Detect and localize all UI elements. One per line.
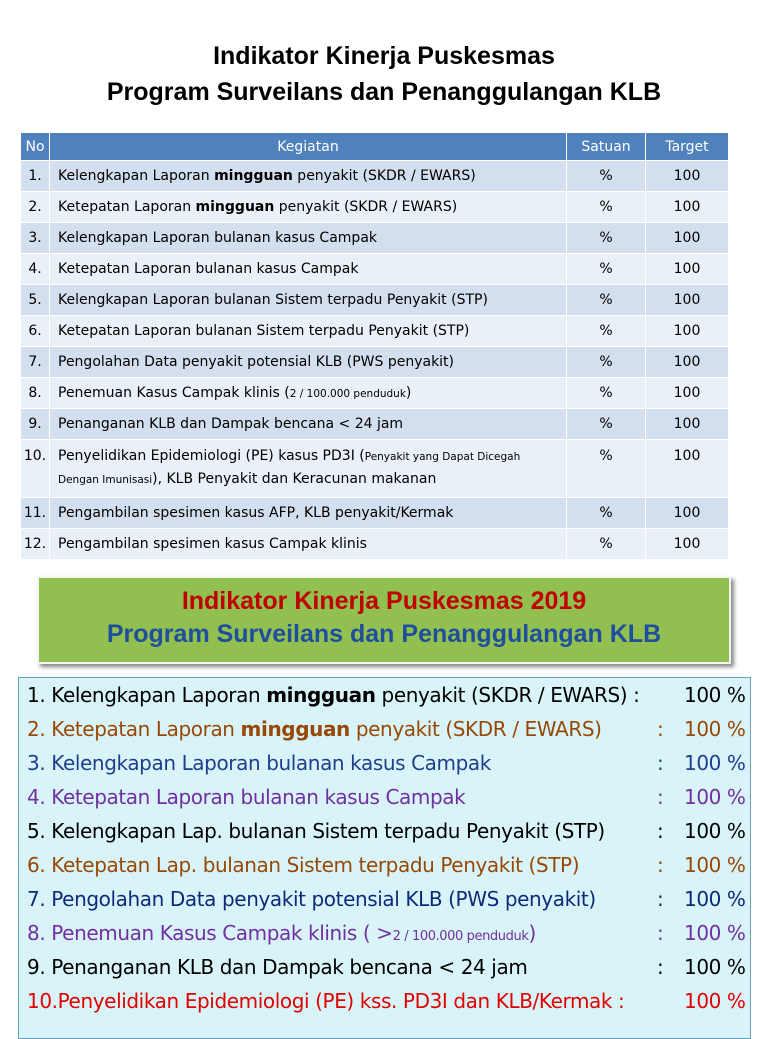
row-target: 100: [646, 409, 729, 440]
row-satuan: %: [567, 440, 646, 498]
row-kegiatan: [50, 378, 567, 409]
row-satuan: %: [567, 409, 646, 440]
row-satuan: %: [567, 254, 646, 285]
banner-line-2: Program Surveilans dan Penanggulangan KLB: [106, 620, 662, 648]
row-kegiatan: [50, 529, 567, 560]
list-item-bold: mingguan: [266, 683, 376, 707]
list-item: [27, 986, 746, 1016]
list-item-small: 2 / 100.000 penduduk: [392, 929, 529, 944]
banner-line-1: Indikator Kinerja Puskesmas 2019: [181, 587, 587, 615]
list-item: [27, 816, 746, 846]
list-item: [27, 884, 746, 914]
row-satuan: %: [567, 378, 646, 409]
table-row: [21, 254, 729, 285]
row-kegiatan: [50, 161, 567, 192]
row-kegiatan: [50, 254, 567, 285]
table-row: [21, 347, 729, 378]
list-item-colon: :: [657, 955, 664, 979]
list-item-percent: 100 %: [684, 921, 746, 945]
list-item-text-end: penyakit (SKDR / EWARS) :: [375, 683, 640, 707]
row-target: 100: [646, 529, 729, 560]
kegiatan-text: Pengambilan spesimen kasus Campak klinis: [58, 536, 367, 552]
row-target: 100: [646, 378, 729, 409]
row-kegiatan: [50, 316, 567, 347]
kegiatan-small: 2 / 100.000 penduduk: [289, 388, 406, 400]
table-row: [21, 161, 729, 192]
list-item-text-end: penyakit (SKDR / EWARS): [349, 717, 602, 741]
row-satuan: %: [567, 161, 646, 192]
list-item-colon: :: [657, 751, 664, 775]
list-item-colon: :: [657, 819, 664, 843]
row-number: 3.: [21, 223, 50, 254]
list-item: [27, 782, 746, 812]
list-item-text: 6. Ketepatan Lap. bulanan Sistem terpadu Penyakit (STP): [27, 853, 580, 877]
table-row: [21, 316, 729, 347]
table-row: [21, 223, 729, 254]
row-number: 10.: [21, 440, 50, 498]
kegiatan-text-end: ), KLB Penyakit dan Keracunan makanan: [152, 471, 437, 487]
row-target: 100: [646, 161, 729, 192]
row-number: 4.: [21, 254, 50, 285]
list-item-text: 5. Kelengkapan Lap. bulanan Sistem terpadu Penyakit (STP): [27, 819, 605, 843]
list-item-colon: :: [657, 785, 664, 809]
list-item-colon: :: [657, 921, 664, 945]
list-item-text: 1. Kelengkapan Laporan: [27, 683, 267, 707]
title-line-1: Indikator Kinerja Puskesmas: [213, 42, 555, 70]
row-kegiatan: [50, 440, 567, 498]
row-target: 100: [646, 440, 729, 498]
banner: [37, 576, 731, 664]
row-number: 8.: [21, 378, 50, 409]
header-target: Target: [646, 133, 729, 161]
list-item-text: 3. Kelengkapan Laporan bulanan kasus Campak: [27, 751, 491, 775]
list-item-text: 7. Pengolahan Data penyakit potensial KLB (PWS penyakit): [27, 887, 596, 911]
kegiatan-text: Penanganan KLB dan Dampak bencana < 24 jam: [58, 416, 404, 432]
row-satuan: %: [567, 316, 646, 347]
list-item-text-end: ): [528, 921, 536, 945]
list-item-colon: :: [657, 887, 664, 911]
row-number: 9.: [21, 409, 50, 440]
list-item-text: 10.Penyelidikan Epidemiologi (PE) kss. PD3I dan KLB/Kermak :: [27, 989, 625, 1013]
kegiatan-text: Ketepatan Laporan bulanan Sistem terpadu Penyakit (STP): [58, 323, 470, 339]
list-item-bold: mingguan: [240, 717, 350, 741]
kegiatan-text: Pengolahan Data penyakit potensial KLB (PWS penyakit): [58, 354, 455, 370]
row-satuan: %: [567, 498, 646, 529]
row-kegiatan: [50, 223, 567, 254]
row-target: 100: [646, 498, 729, 529]
kegiatan-text: Ketepatan Laporan bulanan kasus Campak: [58, 261, 359, 277]
kegiatan-small: Penyakit yang Dapat Dicegah Dengan Imunisasi: [58, 451, 521, 486]
row-number: 12.: [21, 529, 50, 560]
table-row: [21, 285, 729, 316]
table-body: [21, 161, 729, 560]
table-row: [21, 498, 729, 529]
kegiatan-text-end: penyakit (SKDR / EWARS): [274, 199, 458, 215]
list-item-colon: :: [657, 717, 664, 741]
row-number: 6.: [21, 316, 50, 347]
row-satuan: %: [567, 347, 646, 378]
row-target: 100: [646, 347, 729, 378]
row-number: 11.: [21, 498, 50, 529]
table-row: [21, 440, 729, 498]
kegiatan-bold: mingguan: [214, 168, 293, 184]
kegiatan-text: Kelengkapan Laporan: [58, 168, 215, 184]
list-item-percent: 100 %: [684, 683, 746, 707]
list-item: [27, 680, 746, 710]
kegiatan-text-end: penyakit (SKDR / EWARS): [292, 168, 476, 184]
row-target: 100: [646, 192, 729, 223]
row-satuan: %: [567, 285, 646, 316]
kegiatan-text-end: ): [405, 385, 412, 401]
list-item-percent: 100 %: [684, 717, 746, 741]
table-row: [21, 529, 729, 560]
list-item-percent: 100 %: [684, 751, 746, 775]
kegiatan-text: Kelengkapan Laporan bulanan Sistem terpadu Penyakit (STP): [58, 292, 488, 308]
list-item-percent: 100 %: [684, 785, 746, 809]
row-number: 1.: [21, 161, 50, 192]
table-row: [21, 192, 729, 223]
list-item: [27, 748, 746, 778]
row-number: 7.: [21, 347, 50, 378]
row-satuan: %: [567, 223, 646, 254]
kegiatan-bold: mingguan: [195, 199, 275, 215]
row-satuan: %: [567, 529, 646, 560]
title-line-2: Program Surveilans dan Penanggulangan KLB: [106, 78, 662, 106]
header-satuan: Satuan: [567, 133, 646, 161]
kegiatan-text: Pengambilan spesimen kasus AFP, KLB penyakit/Kermak: [58, 505, 454, 521]
indicator-list: [18, 677, 751, 1039]
row-target: 100: [646, 223, 729, 254]
table-row: [21, 378, 729, 409]
list-item-text: 2. Ketepatan Laporan: [27, 717, 241, 741]
kegiatan-text: Ketepatan Laporan: [58, 199, 196, 215]
indicator-table: [20, 132, 729, 560]
table-header-row: [21, 133, 729, 161]
kegiatan-text: Penemuan Kasus Campak klinis (: [58, 385, 290, 401]
kegiatan-text: Kelengkapan Laporan bulanan kasus Campak: [58, 230, 377, 246]
list-item-percent: 100 %: [684, 887, 746, 911]
row-kegiatan: [50, 498, 567, 529]
header-kegiatan: Kegiatan: [50, 133, 567, 161]
row-number: 5.: [21, 285, 50, 316]
list-item: [27, 952, 746, 982]
row-kegiatan: [50, 285, 567, 316]
list-item: [27, 850, 746, 880]
row-kegiatan: [50, 347, 567, 378]
list-item-colon: :: [657, 853, 664, 877]
list-item-percent: 100 %: [684, 819, 746, 843]
row-target: 100: [646, 316, 729, 347]
list-item-text: 8. Penemuan Kasus Campak klinis ( >: [27, 921, 393, 945]
table-row: [21, 409, 729, 440]
header-no: No: [21, 133, 50, 161]
list-item-percent: 100 %: [684, 989, 746, 1013]
list-item: [27, 714, 746, 744]
list-item-percent: 100 %: [684, 955, 746, 979]
list-item-text: 9. Penanganan KLB dan Dampak bencana < 24 jam: [27, 955, 528, 979]
list-item: [27, 918, 746, 952]
page-title: [0, 38, 768, 110]
row-kegiatan: [50, 192, 567, 223]
kegiatan-text: Penyelidikan Epidemiologi (PE) kasus PD3I (: [58, 448, 365, 464]
row-satuan: %: [567, 192, 646, 223]
row-kegiatan: [50, 409, 567, 440]
list-item-percent: 100 %: [684, 853, 746, 877]
row-target: 100: [646, 254, 729, 285]
row-target: 100: [646, 285, 729, 316]
list-item-text: 4. Ketepatan Laporan bulanan kasus Campak: [27, 785, 466, 809]
row-number: 2.: [21, 192, 50, 223]
